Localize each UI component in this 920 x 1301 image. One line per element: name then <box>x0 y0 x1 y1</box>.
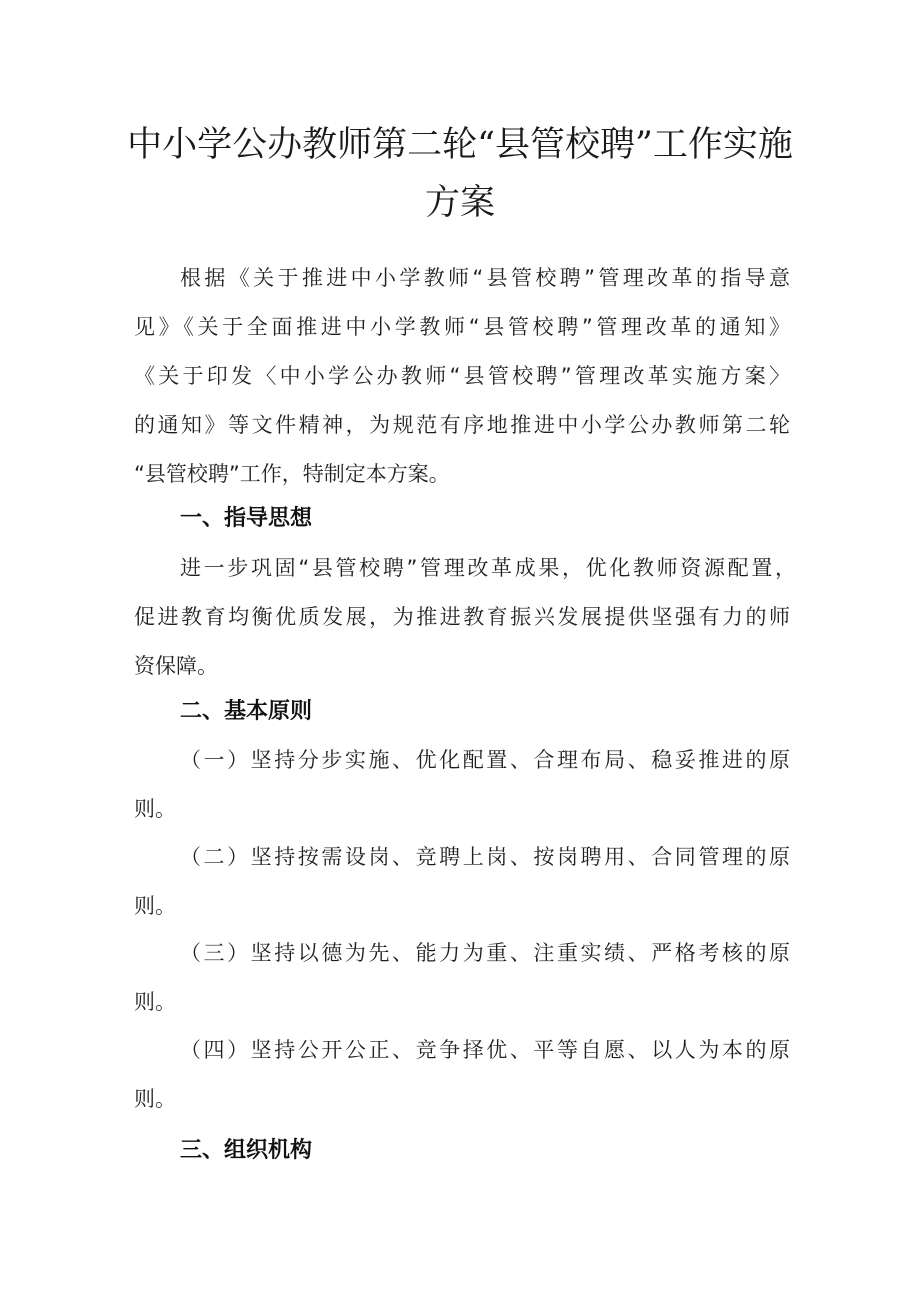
section-heading-organization: 三、组织机构 <box>180 1138 313 1163</box>
document-title-line-2: 方案 <box>424 183 495 223</box>
intro-line-1: 根据《关于推进中小学教师“县管校聘”管理改革的指导意 <box>180 266 790 290</box>
principle-2-line-2: 则。 <box>134 894 176 918</box>
principle-4-line-1: （四）坚持公开公正、竞争择优、平等自愿、以人为本的原 <box>180 1038 790 1062</box>
principle-2-line-1: （二）坚持按需设岗、竞聘上岗、按岗聘用、合同管理的原 <box>180 845 790 869</box>
intro-line-4: 的通知》等文件精神，为规范有序地推进中小学公办教师第二轮 <box>134 413 790 437</box>
principle-3-line-2: 则。 <box>134 990 176 1014</box>
section1-line-3: 资保障。 <box>134 654 218 678</box>
section-heading-guiding-ideology: 一、指导思想 <box>180 506 313 531</box>
section1-line-2: 促进教育均衡优质发展，为推进教育振兴发展提供坚强有力的师 <box>134 605 790 629</box>
intro-line-5: “县管校聘”工作，特制定本方案。 <box>134 462 450 486</box>
principle-3-line-1: （三）坚持以德为先、能力为重、注重实绩、严格考核的原 <box>180 941 790 965</box>
principle-1-line-1: （一）坚持分步实施、优化配置、合理布局、稳妥推进的原 <box>180 748 790 772</box>
section-heading-basic-principles: 二、基本原则 <box>180 699 313 724</box>
principle-4-line-2: 则。 <box>134 1087 176 1111</box>
principle-1-line-2: 则。 <box>134 797 176 821</box>
section1-line-1: 进一步巩固“县管校聘”管理改革成果，优化教师资源配置， <box>180 556 796 580</box>
intro-line-3: 《关于印发〈中小学公办教师“县管校聘”管理改革实施方案〉 <box>134 364 790 388</box>
document-title-line-1: 中小学公办教师第二轮“县管校聘”工作实施 <box>127 125 793 165</box>
intro-line-2: 见》《关于全面推进中小学教师“县管校聘”管理改革的通知》 <box>134 315 790 339</box>
